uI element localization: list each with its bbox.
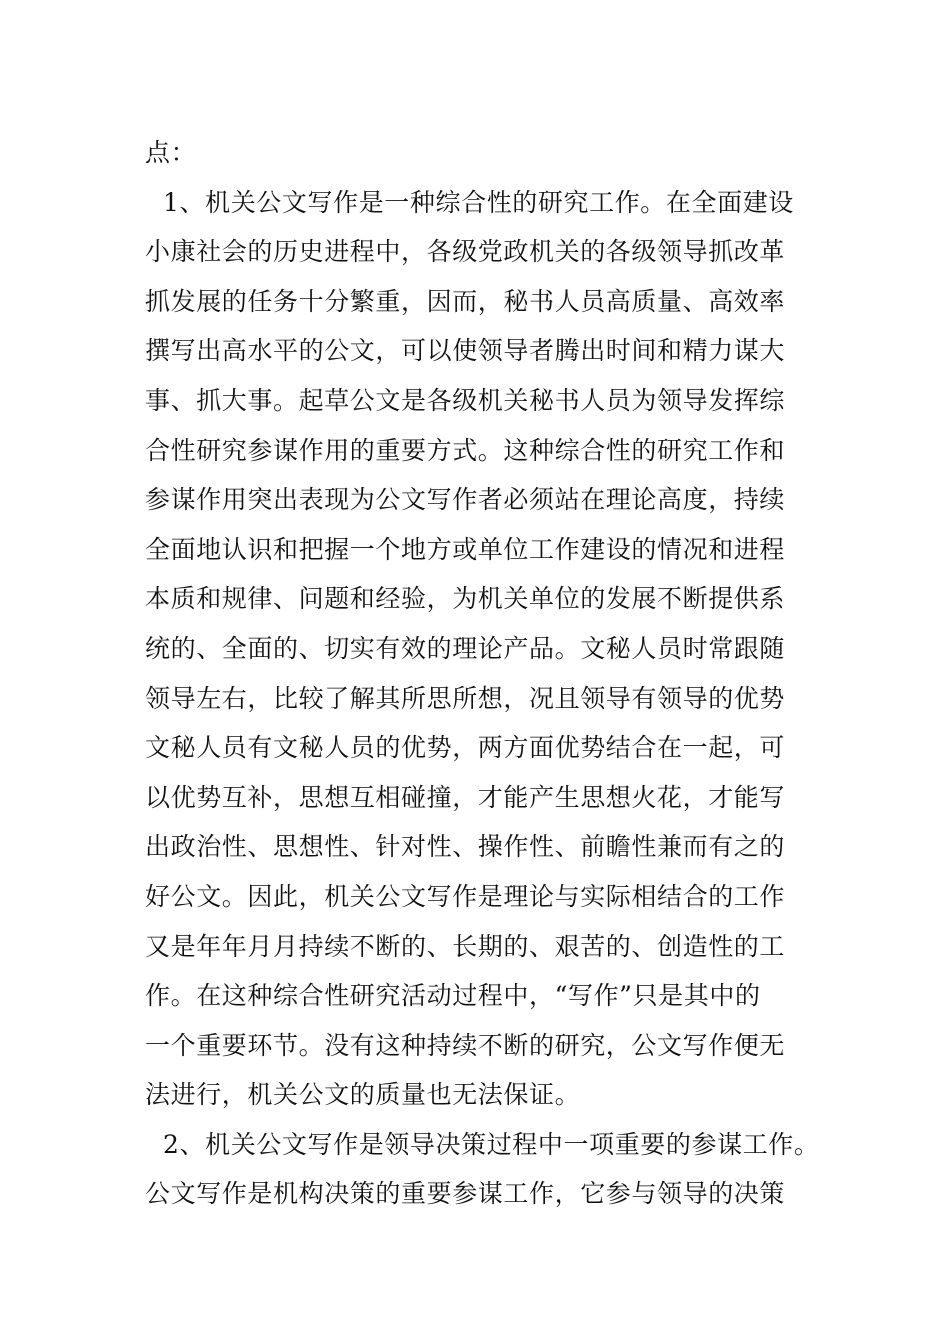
text-line: 作。在这种综合性研究活动过程中，“写作”只是其中的 (145, 981, 761, 1011)
text-line: 统的、全面的、切实有效的理论产品。文秘人员时常跟随 (145, 633, 786, 663)
text-line: 法进行，机关公文的质量也无法保证。 (145, 1080, 581, 1110)
text-line: 事、抓大事。起草公文是各级机关秘书人员为领导发挥综 (145, 385, 786, 415)
text-line: 又是年年月月持续不断的、长期的、艰苦的、创造性的工 (145, 931, 786, 961)
paragraph-1-start: 1、机关公文写作是一种综合性的研究工作。在全面建设 (163, 187, 794, 217)
text-line: 撰写出高水平的公文，可以使领导者腾出时间和精力谋大 (145, 336, 786, 366)
paragraph-2-start: 2、机关公文写作是领导决策过程中一项重要的参谋工作。 (163, 1129, 820, 1159)
text-line: 以优势互补，思想互相碰撞，才能产生思想火花，才能写 (145, 782, 786, 812)
text-line: 好公文。因此，机关公文写作是理论与实际相结合的工作 (145, 881, 786, 911)
text-line: 全面地认识和把握一个地方或单位工作建设的情况和进程 (145, 534, 786, 564)
text-line: 抓发展的任务十分繁重，因而，秘书人员高质量、高效率 (145, 286, 786, 316)
text-line: 点： (145, 138, 197, 167)
document-body (145, 128, 845, 1219)
text-line: 合性研究参谋作用的重要方式。这种综合性的研究工作和 (145, 435, 786, 465)
text-line: 一个重要环节。没有这种持续不断的研究，公文写作便无 (145, 1030, 786, 1060)
text-line: 文秘人员有文秘人员的优势，两方面优势结合在一起，可 (145, 733, 786, 763)
text-line: 本质和规律、问题和经验，为机关单位的发展不断提供系 (145, 584, 786, 614)
text-line: 公文写作是机构决策的重要参谋工作，它参与领导的决策 (145, 1179, 786, 1209)
text-line: 参谋作用突出表现为公文写作者必须站在理论高度，持续 (145, 485, 786, 515)
text-line: 领导左右，比较了解其所思所想，况且领导有领导的优势 (145, 683, 786, 713)
text-line: 出政治性、思想性、针对性、操作性、前瞻性兼而有之的 (145, 832, 786, 862)
text-line: 小康社会的历史进程中，各级党政机关的各级领导抓改革 (145, 237, 786, 267)
